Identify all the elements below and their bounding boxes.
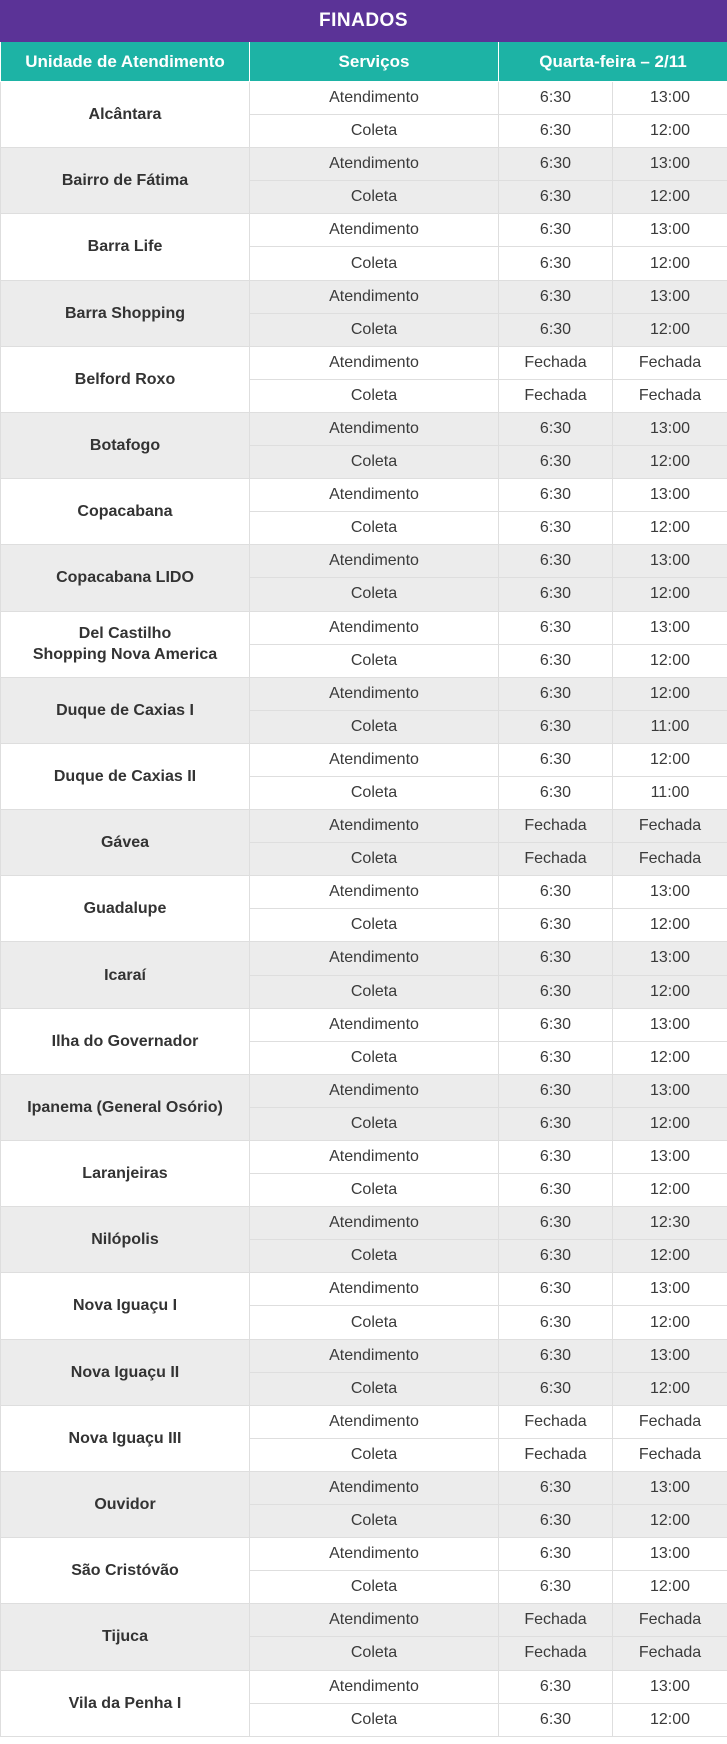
unit-name: Guadalupe xyxy=(1,876,250,942)
close-time-cell: 12:00 xyxy=(613,975,727,1008)
unit-name: Duque de Caxias I xyxy=(1,677,250,743)
open-time-cell: 6:30 xyxy=(499,1306,613,1339)
open-time-cell: 6:30 xyxy=(499,1339,613,1372)
service-cell: Coleta xyxy=(250,313,499,346)
open-time-cell: 6:30 xyxy=(499,876,613,909)
service-cell: Atendimento xyxy=(250,677,499,710)
open-time-cell: 6:30 xyxy=(499,181,613,214)
unit-name: Ilha do Governador xyxy=(1,1008,250,1074)
unit-name: Alcântara xyxy=(1,82,250,148)
table-row xyxy=(1,1074,727,1107)
close-time-cell: 13:00 xyxy=(613,545,727,578)
service-cell: Atendimento xyxy=(250,1207,499,1240)
close-time-cell: 13:00 xyxy=(613,942,727,975)
service-cell: Atendimento xyxy=(250,1273,499,1306)
table-row xyxy=(1,1008,727,1041)
close-time-cell: 12:00 xyxy=(613,909,727,942)
unit-name: Gávea xyxy=(1,810,250,876)
close-time-cell: 13:00 xyxy=(613,611,727,644)
service-cell: Atendimento xyxy=(250,1008,499,1041)
open-time-cell: 6:30 xyxy=(499,909,613,942)
close-time-cell: 12:00 xyxy=(613,446,727,479)
open-time-cell: 6:30 xyxy=(499,1703,613,1736)
open-time-cell: 6:30 xyxy=(499,479,613,512)
service-cell: Coleta xyxy=(250,975,499,1008)
close-time-cell: 13:00 xyxy=(613,1670,727,1703)
close-time-cell: Fechada xyxy=(613,346,727,379)
open-time-cell: 6:30 xyxy=(499,512,613,545)
close-time-cell: Fechada xyxy=(613,1405,727,1438)
unit-name: Nilópolis xyxy=(1,1207,250,1273)
service-cell: Atendimento xyxy=(250,412,499,445)
unit-name: São Cristóvão xyxy=(1,1538,250,1604)
close-time-cell: 13:00 xyxy=(613,1273,727,1306)
open-time-cell: 6:30 xyxy=(499,1471,613,1504)
close-time-cell: 13:00 xyxy=(613,82,727,115)
table-row xyxy=(1,1339,727,1372)
service-cell: Atendimento xyxy=(250,743,499,776)
table-body xyxy=(1,82,727,1737)
unit-name: Tijuca xyxy=(1,1604,250,1670)
page-title: FINADOS xyxy=(0,0,727,42)
service-cell: Coleta xyxy=(250,1306,499,1339)
open-time-cell: 6:30 xyxy=(499,1505,613,1538)
service-cell: Coleta xyxy=(250,710,499,743)
service-cell: Coleta xyxy=(250,1372,499,1405)
close-time-cell: 13:00 xyxy=(613,1074,727,1107)
close-time-cell: 13:00 xyxy=(613,214,727,247)
open-time-cell: 6:30 xyxy=(499,1670,613,1703)
close-time-cell: 13:00 xyxy=(613,479,727,512)
table-row xyxy=(1,1273,727,1306)
unit-name: Copacabana LIDO xyxy=(1,545,250,611)
service-cell: Coleta xyxy=(250,1438,499,1471)
close-time-cell: 13:00 xyxy=(613,1339,727,1372)
unit-name: Duque de Caxias II xyxy=(1,743,250,809)
close-time-cell: 12:00 xyxy=(613,1703,727,1736)
table-row xyxy=(1,1405,727,1438)
close-time-cell: Fechada xyxy=(613,1604,727,1637)
service-cell: Atendimento xyxy=(250,1604,499,1637)
table-row xyxy=(1,677,727,710)
table-row xyxy=(1,876,727,909)
service-cell: Coleta xyxy=(250,776,499,809)
close-time-cell: Fechada xyxy=(613,843,727,876)
service-cell: Atendimento xyxy=(250,1339,499,1372)
service-cell: Coleta xyxy=(250,512,499,545)
unit-name: Nova Iguaçu II xyxy=(1,1339,250,1405)
service-cell: Atendimento xyxy=(250,148,499,181)
close-time-cell: 12:00 xyxy=(613,1107,727,1140)
service-cell: Atendimento xyxy=(250,876,499,909)
unit-name: Nova Iguaçu III xyxy=(1,1405,250,1471)
open-time-cell: 6:30 xyxy=(499,148,613,181)
header-date: Quarta-feira – 2/11 xyxy=(499,42,727,82)
service-cell: Coleta xyxy=(250,1505,499,1538)
table-row xyxy=(1,1670,727,1703)
unit-name: Ouvidor xyxy=(1,1471,250,1537)
open-time-cell: 6:30 xyxy=(499,446,613,479)
close-time-cell: 13:00 xyxy=(613,876,727,909)
open-time-cell: 6:30 xyxy=(499,247,613,280)
open-time-cell: 6:30 xyxy=(499,1571,613,1604)
service-cell: Atendimento xyxy=(250,214,499,247)
service-cell: Coleta xyxy=(250,1703,499,1736)
service-cell: Coleta xyxy=(250,1041,499,1074)
service-cell: Coleta xyxy=(250,379,499,412)
open-time-cell: 6:30 xyxy=(499,677,613,710)
service-cell: Coleta xyxy=(250,181,499,214)
table-row xyxy=(1,611,727,644)
open-time-cell: 6:30 xyxy=(499,1074,613,1107)
open-time-cell: 6:30 xyxy=(499,1372,613,1405)
close-time-cell: 12:00 xyxy=(613,115,727,148)
close-time-cell: 12:00 xyxy=(613,181,727,214)
open-time-cell: 6:30 xyxy=(499,1141,613,1174)
service-cell: Coleta xyxy=(250,578,499,611)
open-time-cell: 6:30 xyxy=(499,545,613,578)
close-time-cell: Fechada xyxy=(613,1438,727,1471)
close-time-cell: 12:00 xyxy=(613,677,727,710)
header-service: Serviços xyxy=(250,42,499,82)
open-time-cell: Fechada xyxy=(499,810,613,843)
open-time-cell: 6:30 xyxy=(499,115,613,148)
service-cell: Coleta xyxy=(250,115,499,148)
unit-name: Nova Iguaçu I xyxy=(1,1273,250,1339)
open-time-cell: Fechada xyxy=(499,843,613,876)
close-time-cell: 13:00 xyxy=(613,1538,727,1571)
service-cell: Coleta xyxy=(250,1637,499,1670)
close-time-cell: 12:00 xyxy=(613,512,727,545)
service-cell: Atendimento xyxy=(250,611,499,644)
open-time-cell: 6:30 xyxy=(499,1207,613,1240)
open-time-cell: 6:30 xyxy=(499,644,613,677)
unit-name: Botafogo xyxy=(1,412,250,478)
open-time-cell: 6:30 xyxy=(499,214,613,247)
open-time-cell: 6:30 xyxy=(499,82,613,115)
service-cell: Coleta xyxy=(250,446,499,479)
open-time-cell: 6:30 xyxy=(499,280,613,313)
close-time-cell: 13:00 xyxy=(613,1008,727,1041)
close-time-cell: 12:00 xyxy=(613,1505,727,1538)
table-row xyxy=(1,1141,727,1174)
service-cell: Atendimento xyxy=(250,545,499,578)
service-cell: Coleta xyxy=(250,1107,499,1140)
close-time-cell: 12:00 xyxy=(613,313,727,346)
close-time-cell: 12:00 xyxy=(613,1306,727,1339)
open-time-cell: 6:30 xyxy=(499,1107,613,1140)
open-time-cell: Fechada xyxy=(499,1405,613,1438)
unit-name: Copacabana xyxy=(1,479,250,545)
service-cell: Coleta xyxy=(250,1240,499,1273)
table-row xyxy=(1,743,727,776)
close-time-cell: 11:00 xyxy=(613,776,727,809)
close-time-cell: 12:30 xyxy=(613,1207,727,1240)
table-row xyxy=(1,412,727,445)
open-time-cell: 6:30 xyxy=(499,1273,613,1306)
open-time-cell: 6:30 xyxy=(499,611,613,644)
service-cell: Coleta xyxy=(250,909,499,942)
close-time-cell: 12:00 xyxy=(613,644,727,677)
unit-name: Bairro de Fátima xyxy=(1,148,250,214)
open-time-cell: 6:30 xyxy=(499,578,613,611)
close-time-cell: 12:00 xyxy=(613,578,727,611)
service-cell: Coleta xyxy=(250,843,499,876)
unit-name: Barra Shopping xyxy=(1,280,250,346)
close-time-cell: 12:00 xyxy=(613,1372,727,1405)
open-time-cell: 6:30 xyxy=(499,710,613,743)
table-header-row xyxy=(1,42,727,82)
open-time-cell: Fechada xyxy=(499,346,613,379)
close-time-cell: 13:00 xyxy=(613,412,727,445)
service-cell: Coleta xyxy=(250,1174,499,1207)
table-row xyxy=(1,942,727,975)
close-time-cell: 13:00 xyxy=(613,1471,727,1504)
service-cell: Atendimento xyxy=(250,1471,499,1504)
open-time-cell: 6:30 xyxy=(499,1174,613,1207)
table-row xyxy=(1,545,727,578)
unit-name: Vila da Penha I xyxy=(1,1670,250,1736)
unit-name: Laranjeiras xyxy=(1,1141,250,1207)
table-row xyxy=(1,810,727,843)
service-cell: Atendimento xyxy=(250,346,499,379)
table-row xyxy=(1,1207,727,1240)
open-time-cell: 6:30 xyxy=(499,412,613,445)
table-row xyxy=(1,82,727,115)
header-unit: Unidade de Atendimento xyxy=(1,42,250,82)
open-time-cell: 6:30 xyxy=(499,1240,613,1273)
service-cell: Coleta xyxy=(250,1571,499,1604)
open-time-cell: Fechada xyxy=(499,1637,613,1670)
table-row xyxy=(1,346,727,379)
close-time-cell: 12:00 xyxy=(613,1240,727,1273)
service-cell: Atendimento xyxy=(250,82,499,115)
service-cell: Atendimento xyxy=(250,479,499,512)
open-time-cell: Fechada xyxy=(499,1438,613,1471)
unit-name: Ipanema (General Osório) xyxy=(1,1074,250,1140)
open-time-cell: Fechada xyxy=(499,379,613,412)
open-time-cell: 6:30 xyxy=(499,975,613,1008)
close-time-cell: Fechada xyxy=(613,1637,727,1670)
service-cell: Atendimento xyxy=(250,1405,499,1438)
open-time-cell: 6:30 xyxy=(499,1008,613,1041)
close-time-cell: 11:00 xyxy=(613,710,727,743)
table-row xyxy=(1,1538,727,1571)
service-cell: Coleta xyxy=(250,247,499,280)
service-cell: Atendimento xyxy=(250,1141,499,1174)
open-time-cell: Fechada xyxy=(499,1604,613,1637)
unit-name: Del Castilho Shopping Nova America xyxy=(1,611,250,677)
open-time-cell: 6:30 xyxy=(499,1041,613,1074)
schedule-table xyxy=(0,42,727,1737)
table-row xyxy=(1,1471,727,1504)
open-time-cell: 6:30 xyxy=(499,776,613,809)
close-time-cell: 13:00 xyxy=(613,148,727,181)
open-time-cell: 6:30 xyxy=(499,1538,613,1571)
open-time-cell: 6:30 xyxy=(499,313,613,346)
service-cell: Atendimento xyxy=(250,1538,499,1571)
table-row xyxy=(1,280,727,313)
service-cell: Atendimento xyxy=(250,942,499,975)
table-row xyxy=(1,148,727,181)
service-cell: Atendimento xyxy=(250,280,499,313)
close-time-cell: 13:00 xyxy=(613,280,727,313)
table-row xyxy=(1,1604,727,1637)
service-cell: Atendimento xyxy=(250,1074,499,1107)
table-row xyxy=(1,214,727,247)
close-time-cell: Fechada xyxy=(613,379,727,412)
table-row xyxy=(1,479,727,512)
close-time-cell: 12:00 xyxy=(613,247,727,280)
service-cell: Atendimento xyxy=(250,810,499,843)
close-time-cell: 12:00 xyxy=(613,743,727,776)
close-time-cell: 12:00 xyxy=(613,1041,727,1074)
unit-name: Belford Roxo xyxy=(1,346,250,412)
unit-name: Barra Life xyxy=(1,214,250,280)
close-time-cell: 13:00 xyxy=(613,1141,727,1174)
close-time-cell: 12:00 xyxy=(613,1571,727,1604)
service-cell: Atendimento xyxy=(250,1670,499,1703)
close-time-cell: Fechada xyxy=(613,810,727,843)
unit-name: Icaraí xyxy=(1,942,250,1008)
service-cell: Coleta xyxy=(250,644,499,677)
close-time-cell: 12:00 xyxy=(613,1174,727,1207)
open-time-cell: 6:30 xyxy=(499,942,613,975)
open-time-cell: 6:30 xyxy=(499,743,613,776)
